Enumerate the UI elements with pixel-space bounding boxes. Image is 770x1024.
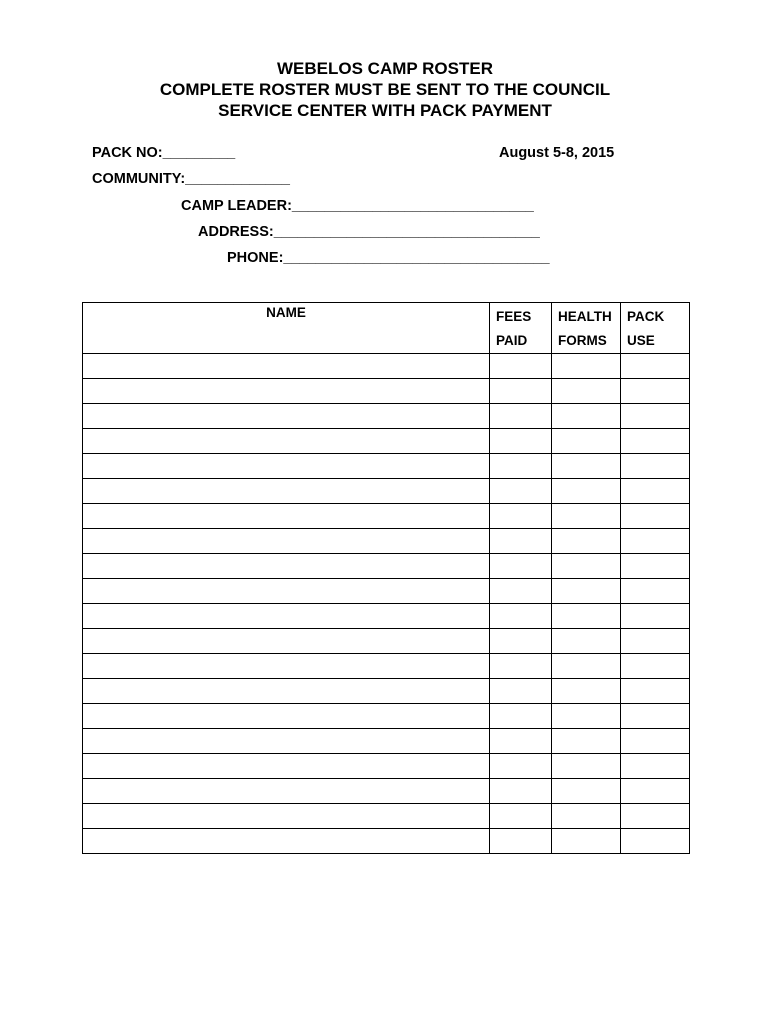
pack-use-cell[interactable]	[621, 579, 690, 604]
pack-use-cell[interactable]	[621, 604, 690, 629]
pack-use-cell[interactable]	[621, 479, 690, 504]
fees-paid-cell[interactable]	[490, 629, 552, 654]
roster-table	[82, 302, 690, 854]
address-field[interactable]: ADDRESS:_________________________________	[198, 224, 540, 240]
pack-use-cell[interactable]	[621, 504, 690, 529]
pack-use-cell[interactable]	[621, 379, 690, 404]
health-forms-cell[interactable]	[552, 504, 621, 529]
health-forms-cell[interactable]	[552, 679, 621, 704]
health-forms-cell[interactable]	[552, 654, 621, 679]
health-forms-cell[interactable]	[552, 554, 621, 579]
community-field[interactable]: COMMUNITY:_____________	[92, 171, 290, 187]
pack-use-column-header	[621, 303, 690, 354]
name-cell[interactable]	[83, 554, 490, 579]
name-cell[interactable]	[83, 604, 490, 629]
health-forms-cell[interactable]	[552, 529, 621, 554]
title-line-1: WEBELOS CAMP ROSTER	[277, 59, 493, 78]
fees-paid-cell[interactable]	[490, 679, 552, 704]
pack-header-line1: PACK	[627, 309, 665, 324]
table-row	[83, 729, 690, 754]
pack-use-cell[interactable]	[621, 754, 690, 779]
name-cell[interactable]	[83, 529, 490, 554]
table-row	[83, 504, 690, 529]
table-row	[83, 829, 690, 854]
name-cell[interactable]	[83, 829, 490, 854]
health-forms-cell[interactable]	[552, 729, 621, 754]
health-forms-cell[interactable]	[552, 829, 621, 854]
table-row	[83, 779, 690, 804]
table-row	[83, 379, 690, 404]
table-row	[83, 429, 690, 454]
table-row	[83, 354, 690, 379]
fees-paid-cell[interactable]	[490, 529, 552, 554]
health-forms-cell[interactable]	[552, 404, 621, 429]
health-forms-cell[interactable]	[552, 604, 621, 629]
phone-field[interactable]: PHONE:_________________________________	[227, 250, 550, 266]
table-row	[83, 479, 690, 504]
title-line-3: SERVICE CENTER WITH PACK PAYMENT	[218, 101, 552, 120]
name-cell[interactable]	[83, 729, 490, 754]
health-header-line2: FORMS	[558, 333, 607, 348]
name-cell[interactable]	[83, 629, 490, 654]
pack-no-field[interactable]: PACK NO:_________	[92, 145, 236, 161]
health-forms-cell[interactable]	[552, 704, 621, 729]
name-cell[interactable]	[83, 429, 490, 454]
pack-use-cell[interactable]	[621, 679, 690, 704]
name-header-label: NAME	[266, 305, 306, 320]
pack-use-cell[interactable]	[621, 654, 690, 679]
name-cell[interactable]	[83, 804, 490, 829]
health-header-line1: HEALTH	[558, 309, 612, 324]
table-row	[83, 554, 690, 579]
fees-paid-cell[interactable]	[490, 429, 552, 454]
table-row	[83, 579, 690, 604]
pack-use-cell[interactable]	[621, 704, 690, 729]
pack-use-cell[interactable]	[621, 454, 690, 479]
health-forms-cell[interactable]	[552, 754, 621, 779]
table-row	[83, 754, 690, 779]
fees-paid-cell[interactable]	[490, 704, 552, 729]
table-row	[83, 679, 690, 704]
pack-use-cell[interactable]	[621, 729, 690, 754]
name-cell[interactable]	[83, 479, 490, 504]
health-forms-cell[interactable]	[552, 379, 621, 404]
health-forms-cell[interactable]	[552, 579, 621, 604]
fees-paid-cell[interactable]	[490, 454, 552, 479]
title-line-2: COMPLETE ROSTER MUST BE SENT TO THE COUNCIL	[159, 80, 611, 99]
health-forms-cell[interactable]	[552, 629, 621, 654]
fees-header-line1: FEES	[496, 309, 532, 324]
name-cell[interactable]	[83, 754, 490, 779]
pack-use-cell[interactable]	[621, 354, 690, 379]
fees-paid-cell[interactable]	[490, 354, 552, 379]
camp-leader-field[interactable]: CAMP LEADER:______________________________	[181, 198, 534, 214]
name-cell[interactable]	[83, 504, 490, 529]
health-forms-cell[interactable]	[552, 354, 621, 379]
fees-paid-cell[interactable]	[490, 504, 552, 529]
roster-header-row	[83, 303, 690, 354]
health-forms-cell[interactable]	[552, 429, 621, 454]
table-row	[83, 629, 690, 654]
name-cell[interactable]	[83, 579, 490, 604]
pack-use-cell[interactable]	[621, 429, 690, 454]
pack-use-cell[interactable]	[621, 404, 690, 429]
fees-header-line2: PAID	[496, 333, 528, 348]
fees-paid-cell[interactable]	[490, 829, 552, 854]
pack-use-cell[interactable]	[621, 779, 690, 804]
health-forms-cell[interactable]	[552, 479, 621, 504]
name-cell[interactable]	[83, 379, 490, 404]
table-row	[83, 404, 690, 429]
health-forms-column-header	[552, 303, 621, 354]
table-row	[83, 704, 690, 729]
fees-paid-cell[interactable]	[490, 779, 552, 804]
roster-body	[83, 354, 690, 854]
name-cell[interactable]	[83, 454, 490, 479]
pack-use-cell[interactable]	[621, 554, 690, 579]
name-cell[interactable]	[83, 354, 490, 379]
form-title	[0, 58, 770, 121]
fees-paid-cell[interactable]	[490, 804, 552, 829]
name-cell[interactable]	[83, 654, 490, 679]
fees-paid-cell[interactable]	[490, 654, 552, 679]
fees-paid-cell[interactable]	[490, 479, 552, 504]
table-row	[83, 604, 690, 629]
name-cell[interactable]	[83, 704, 490, 729]
fees-paid-column-header	[490, 303, 552, 354]
table-row	[83, 529, 690, 554]
fees-paid-cell[interactable]	[490, 404, 552, 429]
fees-paid-cell[interactable]	[490, 604, 552, 629]
health-forms-cell[interactable]	[552, 804, 621, 829]
fees-paid-cell[interactable]	[490, 554, 552, 579]
name-column-header	[83, 303, 490, 354]
pack-use-cell[interactable]	[621, 629, 690, 654]
health-forms-cell[interactable]	[552, 454, 621, 479]
pack-use-cell[interactable]	[621, 804, 690, 829]
health-forms-cell[interactable]	[552, 779, 621, 804]
fees-paid-cell[interactable]	[490, 579, 552, 604]
table-row	[83, 804, 690, 829]
fees-paid-cell[interactable]	[490, 379, 552, 404]
pack-use-cell[interactable]	[621, 529, 690, 554]
name-cell[interactable]	[83, 404, 490, 429]
pack-use-cell[interactable]	[621, 829, 690, 854]
table-row	[83, 454, 690, 479]
pack-header-line2: USE	[627, 333, 655, 348]
table-row	[83, 654, 690, 679]
name-cell[interactable]	[83, 779, 490, 804]
event-date: August 5-8, 2015	[499, 145, 615, 161]
fees-paid-cell[interactable]	[490, 729, 552, 754]
name-cell[interactable]	[83, 679, 490, 704]
fees-paid-cell[interactable]	[490, 754, 552, 779]
